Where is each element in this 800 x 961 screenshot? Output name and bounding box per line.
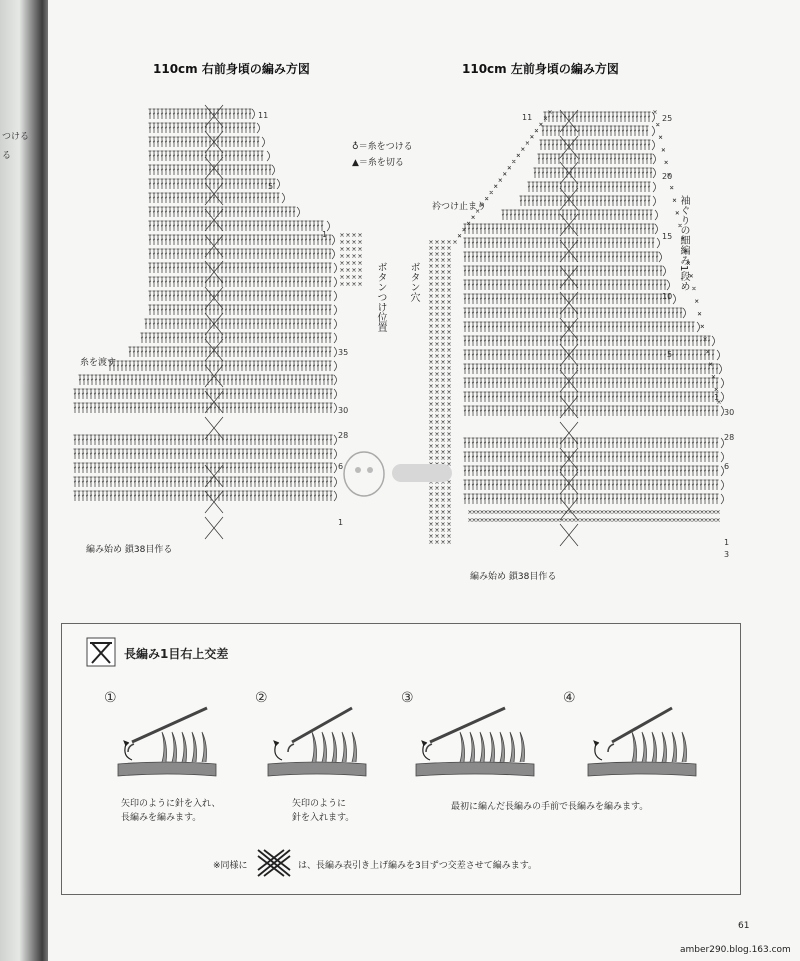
armhole-label: 袖ぐりの細編み1段め bbox=[678, 195, 689, 292]
note-prefix: ※同様に bbox=[213, 861, 248, 871]
step3-text: 最初に編んだ長編みの手前で長編みを編みます。 bbox=[451, 802, 649, 812]
buttonhole-label: ボタン穴 bbox=[408, 262, 419, 302]
collar-stop-label: 衿つけ止まり bbox=[432, 202, 487, 212]
step-number: ③ bbox=[401, 690, 414, 706]
row-number: 30 bbox=[338, 406, 349, 415]
row-number: 1 bbox=[338, 518, 344, 527]
left-start-label: 編み始め 鎖38目作る bbox=[470, 572, 557, 582]
cut-yarn-icon: ▲ bbox=[352, 158, 359, 168]
right-chart bbox=[70, 95, 380, 545]
row-number: 3 bbox=[724, 550, 730, 559]
watermark-logo bbox=[336, 444, 466, 504]
row-number: 15 bbox=[662, 232, 673, 241]
step1-text: 矢印のように針を入れ、 長編みを編みます。 bbox=[121, 799, 221, 823]
row-number: 5 bbox=[268, 182, 274, 191]
step2-text: 矢印のように 針を入れます。 bbox=[292, 799, 355, 823]
page-number: 61 bbox=[738, 921, 750, 931]
button-position-label: ボタンつけ位置 bbox=[375, 262, 386, 332]
row-number: 6 bbox=[338, 462, 344, 471]
spine-text: つける bbox=[2, 132, 30, 142]
right-chart-title: 110cm 右前身頃の編み方図 bbox=[153, 62, 310, 76]
step2-illustration bbox=[262, 702, 372, 784]
technique-title: 長編み1目右上交差 bbox=[124, 647, 229, 661]
row-number: 11 bbox=[522, 113, 533, 122]
row-number: 5 bbox=[667, 350, 673, 359]
right-start-label: 編み始め 鎖38目作る bbox=[86, 545, 173, 555]
spine-text: る bbox=[2, 151, 12, 161]
cross-stitch-symbol-icon bbox=[86, 637, 116, 667]
step-number: ④ bbox=[563, 690, 576, 706]
row-number: 20 bbox=[662, 172, 673, 181]
row-number: 1 bbox=[714, 393, 720, 402]
row-number: 6 bbox=[724, 462, 730, 471]
triple-cross-symbol-icon bbox=[254, 846, 294, 880]
attach-yarn-icon: ♁ bbox=[352, 142, 359, 152]
row-number: 10 bbox=[662, 292, 673, 301]
footer-url: amber290.blog.163.com bbox=[680, 945, 791, 955]
row-number: 1 bbox=[322, 230, 328, 239]
row-number: 35 bbox=[338, 348, 349, 357]
row-number: 1 bbox=[724, 538, 730, 547]
row-number: 28 bbox=[724, 433, 735, 442]
book-spine bbox=[0, 0, 48, 961]
row-number: 28 bbox=[338, 431, 349, 440]
step4-illustration bbox=[582, 702, 702, 784]
attach-yarn-legend: ♁＝糸をつける bbox=[352, 142, 413, 152]
row-number: 30 bbox=[724, 408, 735, 417]
step1-illustration bbox=[112, 702, 222, 784]
left-chart bbox=[425, 92, 735, 572]
yarn-carry-label: 糸を渡す bbox=[80, 358, 117, 368]
step-number: ① bbox=[104, 690, 117, 706]
note-suffix: は、長編み表引き上げ編みを3目ずつ交差させて編みます。 bbox=[298, 861, 538, 871]
cut-yarn-legend: ▲＝糸を切る bbox=[352, 158, 404, 168]
step3-illustration bbox=[410, 702, 540, 784]
row-number: 25 bbox=[662, 114, 673, 123]
row-number: 11 bbox=[258, 111, 269, 120]
step-number: ② bbox=[255, 690, 268, 706]
left-chart-title: 110cm 左前身頃の編み方図 bbox=[462, 62, 619, 76]
